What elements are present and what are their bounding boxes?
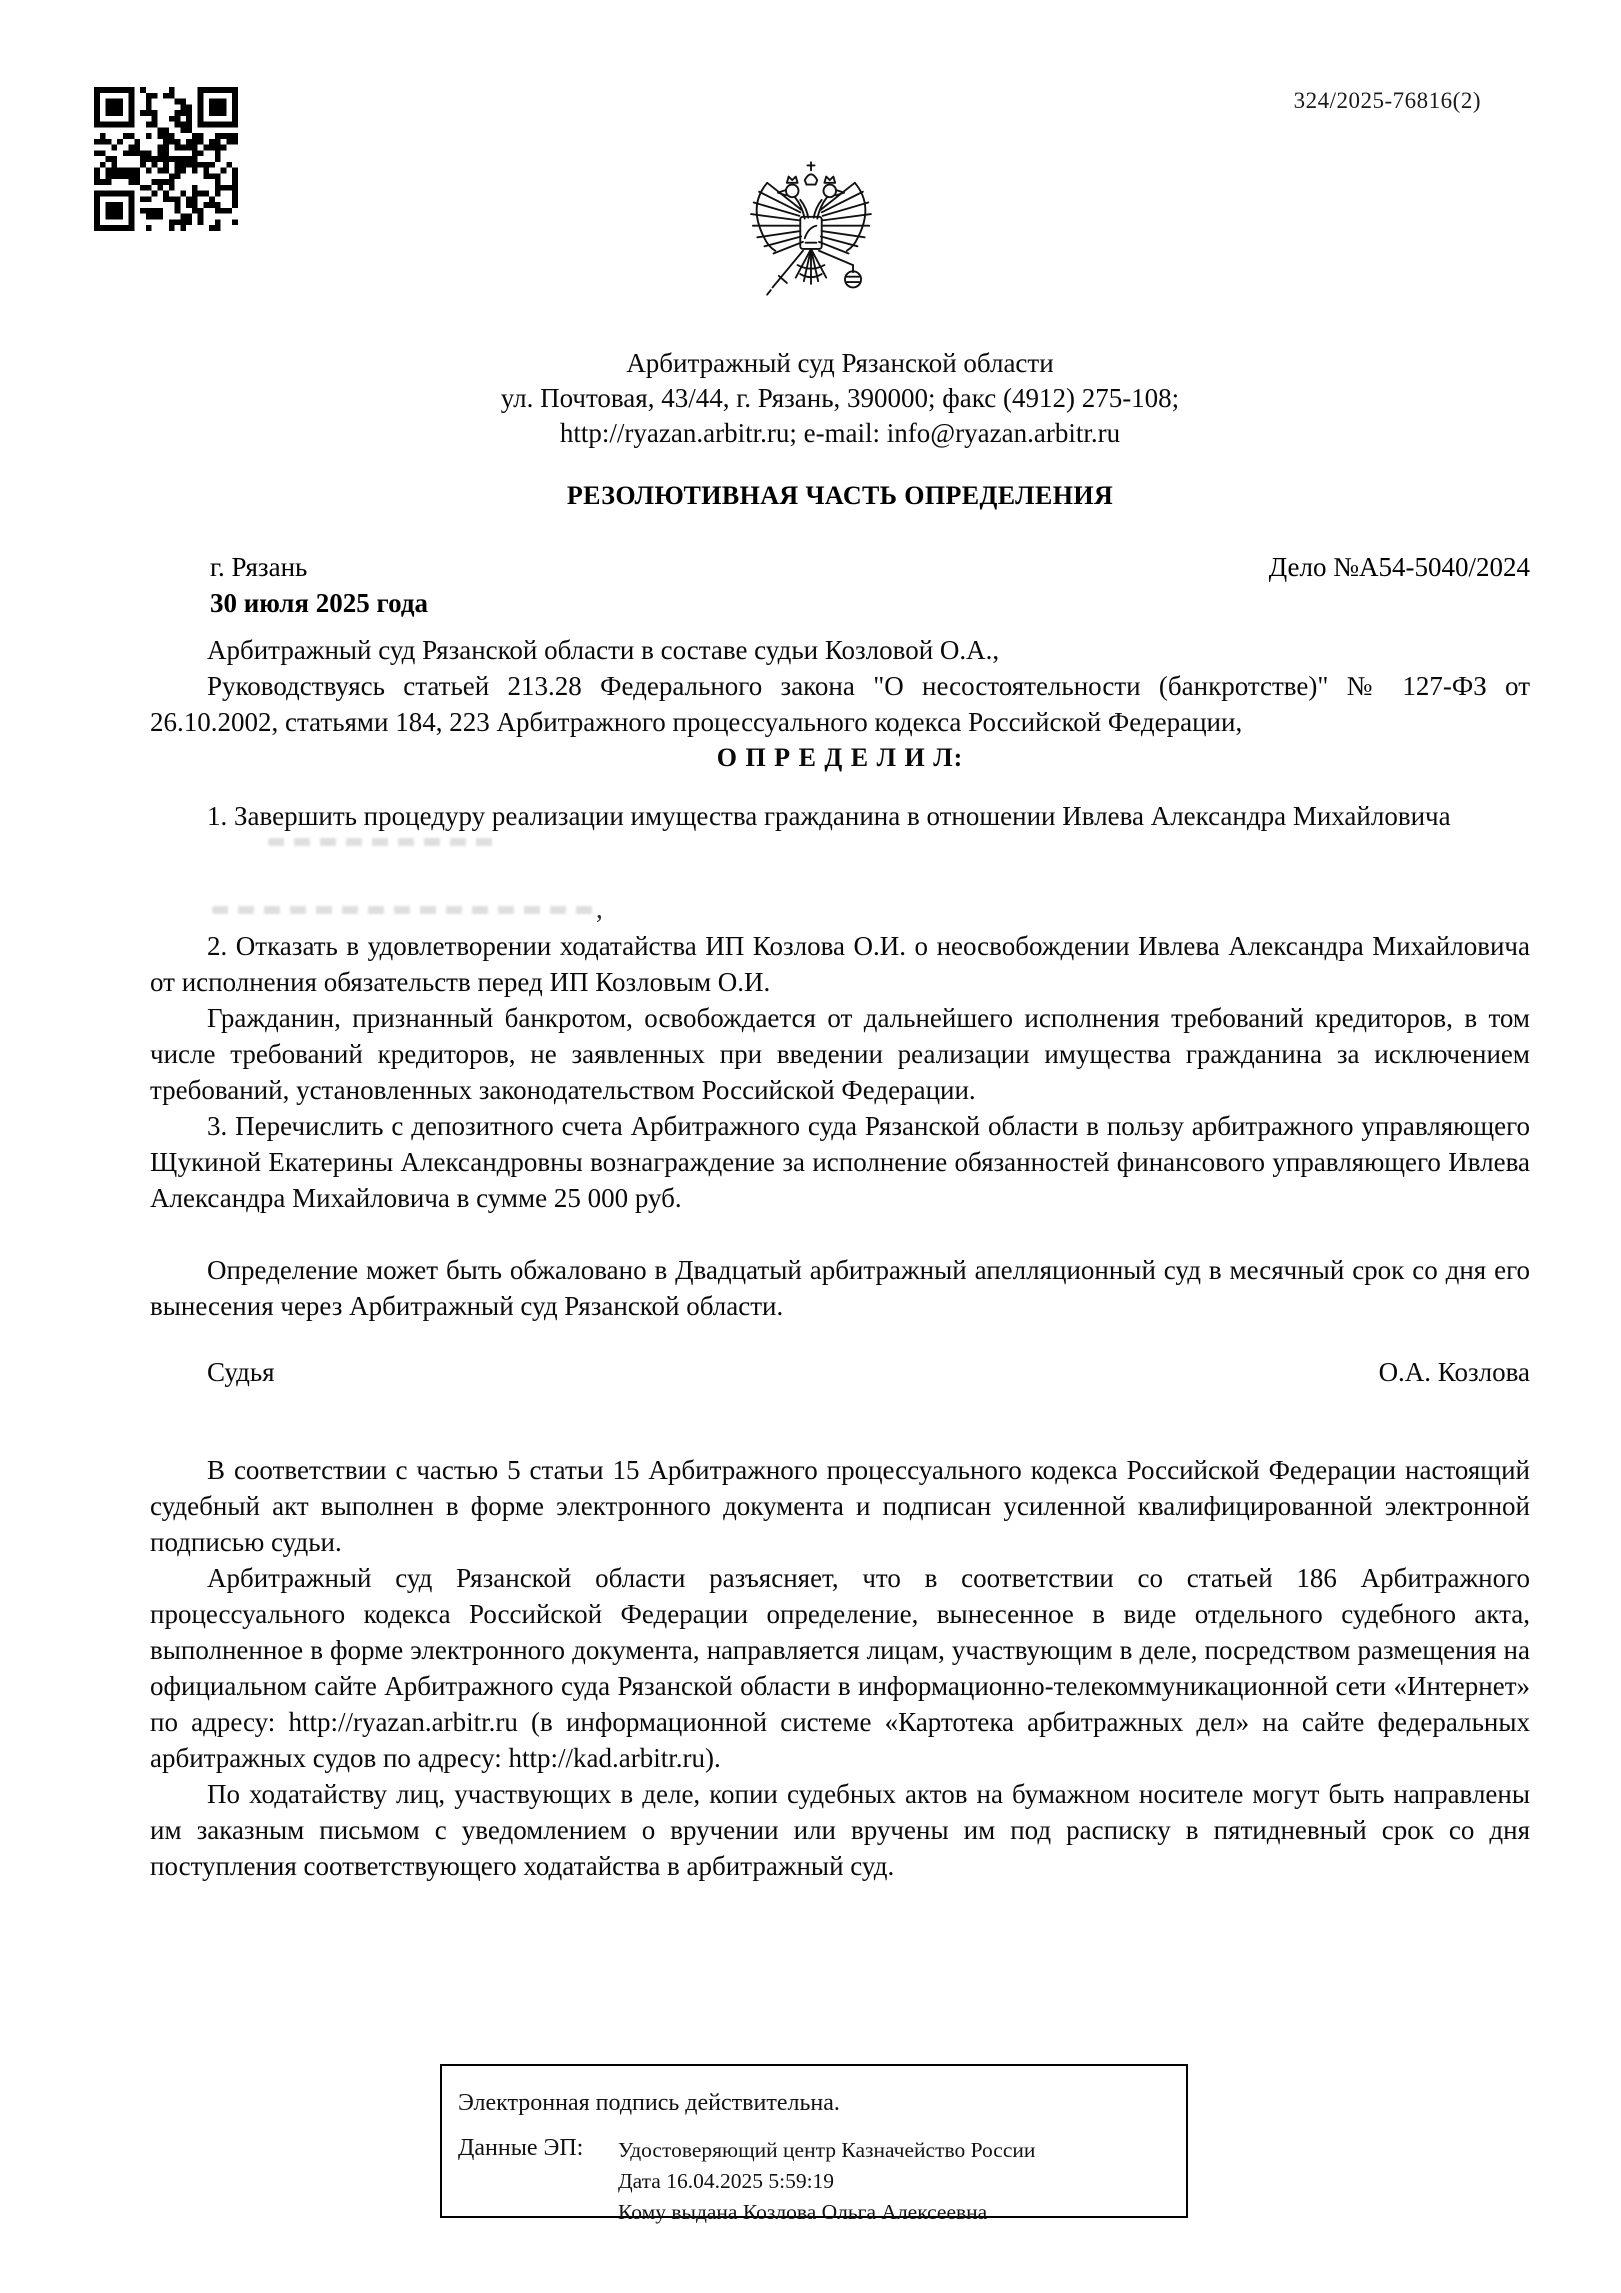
paragraph-item-1: 1. Завершить процедуру реализации имущества гражданина в отношении Ивлева Александра Михайловича [207, 801, 1451, 831]
case-meta [150, 549, 1530, 621]
judge-label: Судья [207, 1357, 275, 1387]
paragraph-publication: Арбитражный суд Рязанской области разъясняет, что в соответствии со статьей 186 Арбитражного процессуального кодекса Российской Федерации определение, вынесенное в виде отдельного судебного акта, выполненное в форме электронного документа, направляется лицам, участвующим в деле, посредством размещения на официальном сайте Арбитражного суда Рязанской области в информационно-телекоммуникационной сети «Интернет» по адресу: http://ryazan.arbitr.ru (в информационной системе «Картотека арбитражных дел» на сайте федеральных арбитражных судов по адресу: http://kad.arbitr.ru). [150, 1563, 1530, 1773]
signature-box [440, 2064, 1188, 2224]
paragraph-intro-court: Арбитражный суд Рязанской области в составе судьи Козловой О.А., [207, 635, 1000, 665]
paragraph-item-3: 3. Перечислить с депозитного счета Арбитражного суда Рязанской области в пользу арбитражного управляющего Щукиной Екатерины Александровны вознаграждение за исполнение обязанностей финансового управляющего Ивлева Александра Михайловича в сумме 25 000 руб. [150, 1111, 1530, 1213]
meta-date: 30 июля 2025 года [210, 588, 428, 618]
redacted-block [150, 838, 1530, 928]
document-title: РЕЗОЛЮТИВНАЯ ЧАСТЬ ОПРЕДЕЛЕНИЯ [566, 481, 1114, 510]
redacted-remnant-comma: , [596, 894, 603, 924]
judge-row [150, 1354, 1530, 1390]
signature-data-label: Данные ЭП: [458, 2135, 584, 2161]
redacted-remnant-line [212, 906, 594, 914]
paragraph-paper-copies: По ходатайству лиц, участвующих в деле, копии судебных актов на бумажном носителе могут быть направлены им заказным письмом с уведомлением о вручении или вручены им под расписку в пятидневный срок со дня поступления соответствующего ходатайства в арбитражный суд. [150, 1779, 1530, 1881]
meta-city: г. Рязань [210, 552, 308, 582]
qr-code [94, 86, 238, 232]
document-number: 324/2025-76816(2) [1293, 88, 1481, 113]
paragraph-intro-law: Руководствуясь статьей 213.28 Федерального закона "О несостоятельности (банкротстве)" № 127-ФЗ от 26.10.2002, статьями 184, 223 Арбитражного процессуального кодекса Российской Федерации, [150, 671, 1530, 737]
judge-name: О.А. Козлова [1378, 1357, 1530, 1387]
redacted-remnant-line [268, 838, 498, 846]
signature-valid-text: Электронная подпись действительна. [458, 2090, 840, 2116]
paragraph-appeal: Определение может быть обжаловано в Двадцатый арбитражный апелляционный суд в месячный срок со дня его вынесения через Арбитражный суд Рязанской области. [150, 1255, 1530, 1321]
coat-of-arms-icon [735, 148, 887, 316]
court-header [150, 346, 1530, 451]
court-name: Арбитражный суд Рязанской области [626, 348, 1054, 378]
document-body [150, 632, 1530, 1884]
paragraph-release: Гражданин, признанный банкротом, освобождается от дальнейшего исполнения требований кредиторов, в том числе требований кредиторов, не заявленных при введении реализации имущества гражданина за исключением требований, установленных законодательством Российской Федерации. [150, 1003, 1530, 1105]
ruled-heading: О П Р Е Д Е Л И Л: [716, 743, 964, 772]
meta-case-number: Дело №А54-5040/2024 [1268, 552, 1530, 582]
signature-issued-to: Кому выдана Козлова Ольга Алексеевна [618, 2200, 988, 2224]
signature-date: Дата 16.04.2025 5:59:19 [618, 2169, 835, 2193]
signature-authority: Удостоверяющий центр Казначейство России [618, 2138, 1036, 2162]
paragraph-item-2: 2. Отказать в удовлетворении ходатайства ИП Козлова О.И. о неосвобождении Ивлева Александра Михайловича от исполнения обязательств перед ИП Козловым О.И. [150, 931, 1530, 997]
court-contacts: http://ryazan.arbitr.ru; e-mail: info@ryazan.arbitr.ru [559, 418, 1121, 448]
paragraph-electronic-signature: В соответствии с частью 5 статьи 15 Арбитражного процессуального кодекса Российской Федерации настоящий судебный акт выполнен в форме электронного документа и подписан усиленной квалифицированной электронной подписью судьи. [150, 1455, 1530, 1557]
court-address: ул. Почтовая, 43/44, г. Рязань, 390000; факс (4912) 275-108; [500, 383, 1180, 413]
